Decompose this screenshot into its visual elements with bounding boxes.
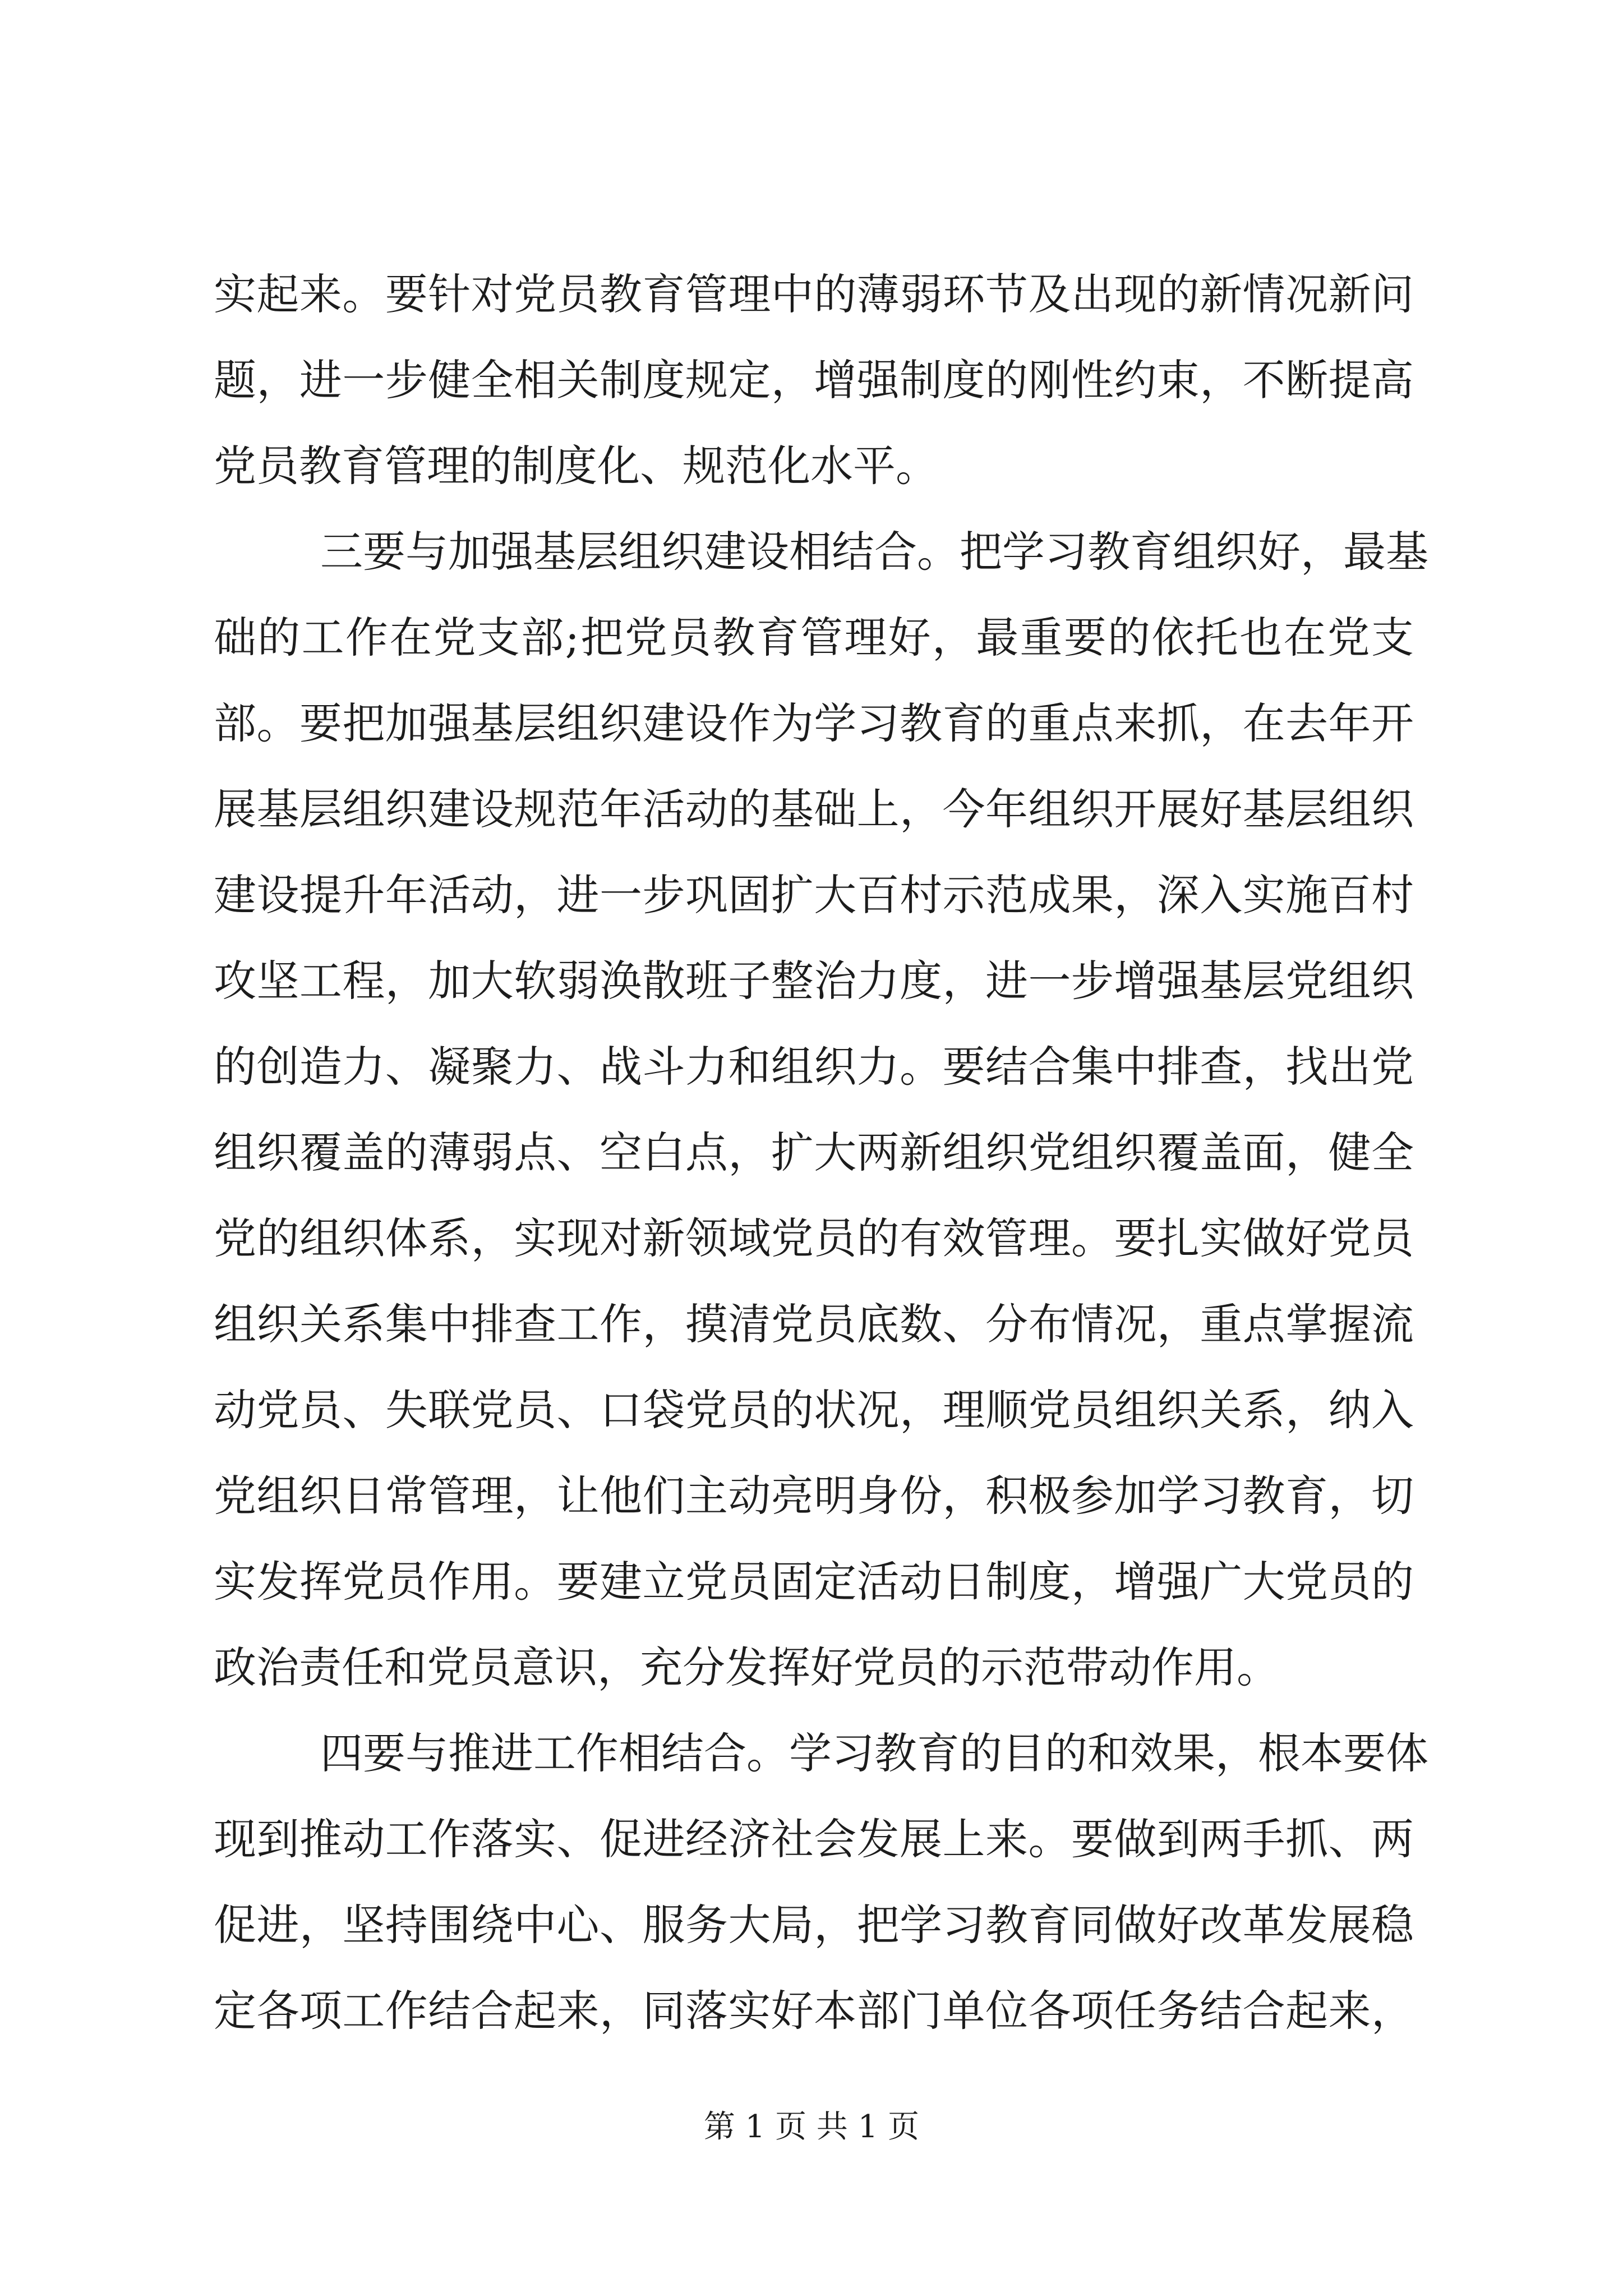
text-line: 组织关系集中排查工作，摸清党员底数、分布情况，重点掌握流 (214, 1299, 1414, 1349)
text-line: 实发挥党员作用。要建立党员固定活动日制度，增强广大党员的 (214, 1557, 1414, 1607)
text-line: 展基层组织建设规范年活动的基础上，今年组织开展好基层组织 (214, 784, 1414, 834)
text-line: 础的工作在党支部;把党员教育管理好，最重要的依托也在党支 (214, 613, 1414, 662)
text-line: 党组织日常管理，让他们主动亮明身份，积极参加学习教育，切 (214, 1471, 1414, 1521)
body-text (214, 251, 1428, 2054)
paragraph-start-line: 三要与加强基层组织建设相结合。把学习教育组织好，最基 (320, 527, 1428, 577)
page-number-label: 第 1 页 共 1 页 (703, 2109, 920, 2145)
text-line: 定各项工作结合起来，同落实好本部门单位各项任务结合起来， (214, 1986, 1414, 2036)
text-line: 题，进一步健全相关制度规定，增强制度的刚性约束，不断提高 (214, 355, 1414, 405)
text-line: 攻坚工程，加大软弱涣散班子整治力度，进一步增强基层党组织 (214, 956, 1414, 1006)
text-line: 动党员、失联党员、口袋党员的状况，理顺党员组织关系，纳入 (214, 1385, 1414, 1435)
text-line: 政治责任和党员意识，充分发挥好党员的示范带动作用。 (214, 1642, 1279, 1692)
text-line: 现到推动工作落实、促进经济社会发展上来。要做到两手抓、两 (214, 1814, 1414, 1864)
text-line: 促进，坚持围绕中心、服务大局，把学习教育同做好改革发展稳 (214, 1900, 1414, 1950)
text-line: 实起来。要针对党员教育管理中的薄弱环节及出现的新情况新问 (214, 269, 1414, 319)
text-line: 部。要把加强基层组织建设作为学习教育的重点来抓，在去年开 (214, 698, 1414, 748)
text-line: 党员教育管理的制度化、规范化水平。 (214, 441, 938, 491)
text-line: 组织覆盖的薄弱点、空白点，扩大两新组织党组织覆盖面，健全 (214, 1128, 1414, 1177)
text-line: 建设提升年活动，进一步巩固扩大百村示范成果，深入实施百村 (214, 870, 1414, 920)
text-line: 的创造力、凝聚力、战斗力和组织力。要结合集中排查，找出党 (214, 1042, 1414, 1092)
text-line: 党的组织体系，实现对新领域党员的有效管理。要扎实做好党员 (214, 1213, 1414, 1263)
page-footer (0, 2105, 1623, 2150)
paragraph-start-line: 四要与推进工作相结合。学习教育的目的和效果，根本要体 (320, 1728, 1428, 1778)
